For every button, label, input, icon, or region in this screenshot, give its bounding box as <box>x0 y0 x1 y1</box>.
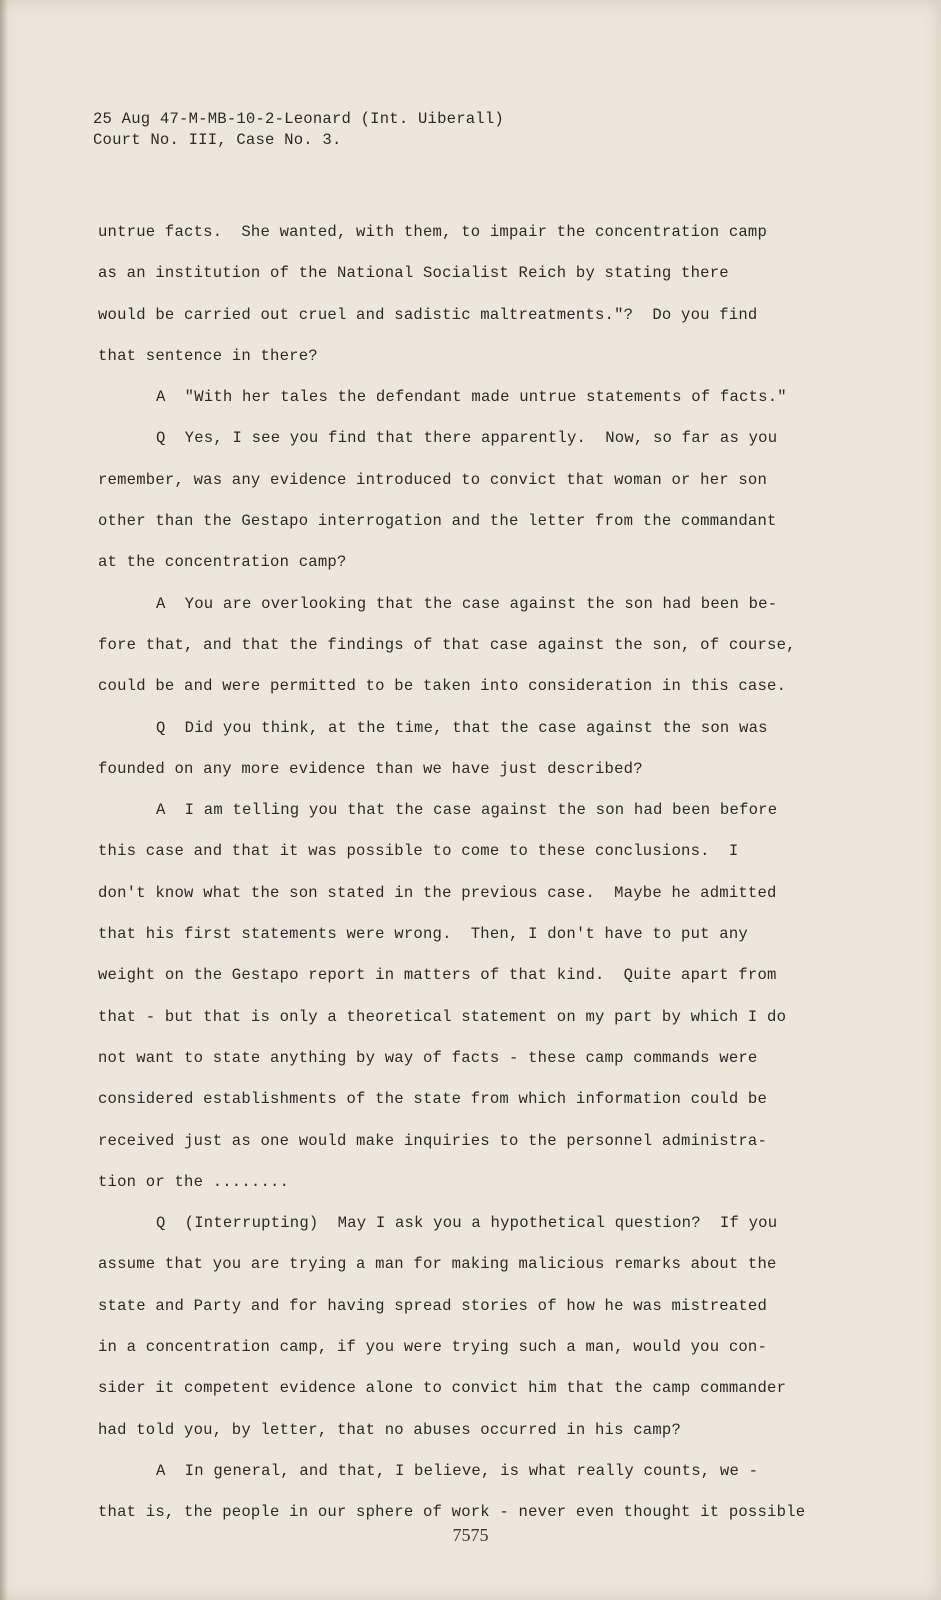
text-line: considered establishments of the state from which information could be <box>98 1090 768 1109</box>
text-line: that sentence in there? <box>98 346 318 365</box>
text-line: in a concentration camp, if you were trying such a man, would you con- <box>98 1338 768 1357</box>
text-line: weight on the Gestapo report in matters of that kind. Quite apart from <box>98 966 777 985</box>
document-header <box>93 109 504 151</box>
text-line: had told you, by letter, that no abuses occurred in his camp? <box>98 1420 682 1439</box>
text-line: other than the Gestapo interrogation and the letter from the commandant <box>98 512 777 531</box>
text-line: not want to state anything by way of facts - these camp commands were <box>98 1048 758 1067</box>
text-line: state and Party and for having spread stories of how he was mistreated <box>98 1296 768 1315</box>
text-line: as an institution of the National Socialist Reich by stating there <box>98 264 729 283</box>
header-line-2: Court No. III, Case No. 3. <box>93 131 342 149</box>
text-line: founded on any more evidence than we have just described? <box>98 759 643 778</box>
text-line: remember, was any evidence introduced to convict that woman or her son <box>98 470 768 489</box>
page-number: 7575 <box>452 1525 489 1545</box>
text-line: untrue facts. She wanted, with them, to impair the concentration camp <box>98 223 768 241</box>
text-line: sider it competent evidence alone to convict him that the camp commander <box>98 1379 787 1398</box>
answer-line: A You are overlooking that the case against the son had been be- <box>156 594 778 613</box>
question-line: Q Did you think, at the time, that the case against the son was <box>156 718 768 737</box>
question-line: Q (Interrupting) May I ask you a hypothetical question? If you <box>156 1214 778 1233</box>
text-line: that is, the people in our sphere of work - never even thought it possible <box>98 1503 806 1522</box>
transcript-body <box>98 212 858 1534</box>
question-line: Q Yes, I see you find that there apparently. Now, so far as you <box>156 429 778 448</box>
header-line-1: 25 Aug 47-M-MB-10-2-Leonard (Int. Uiberall) <box>93 110 504 128</box>
text-line: would be carried out cruel and sadistic maltreatments."? Do you find <box>98 305 758 324</box>
answer-line: A I am telling you that the case against the son had been before <box>156 801 778 820</box>
text-line: that his first statements were wrong. Then, I don't have to put any <box>98 925 748 944</box>
text-line: assume that you are trying a man for making malicious remarks about the <box>98 1255 777 1274</box>
answer-line: A "With her tales the defendant made untrue statements of facts." <box>156 388 787 407</box>
text-line: don't know what the son stated in the previous case. Maybe he admitted <box>98 883 777 902</box>
answer-line: A In general, and that, I believe, is what really counts, we - <box>156 1461 759 1480</box>
text-line: fore that, and that the findings of that case against the son, of course, <box>98 635 796 654</box>
text-line: this case and that it was possible to come to these conclusions. I <box>98 842 739 861</box>
text-line: could be and were permitted to be taken into consideration in this case. <box>98 677 787 696</box>
text-line: tion or the ........ <box>98 1172 290 1191</box>
text-line: received just as one would make inquiries to the personnel administra- <box>98 1131 768 1150</box>
text-line: that - but that is only a theoretical statement on my part by which I do <box>98 1007 787 1026</box>
text-line: at the concentration camp? <box>98 553 347 572</box>
